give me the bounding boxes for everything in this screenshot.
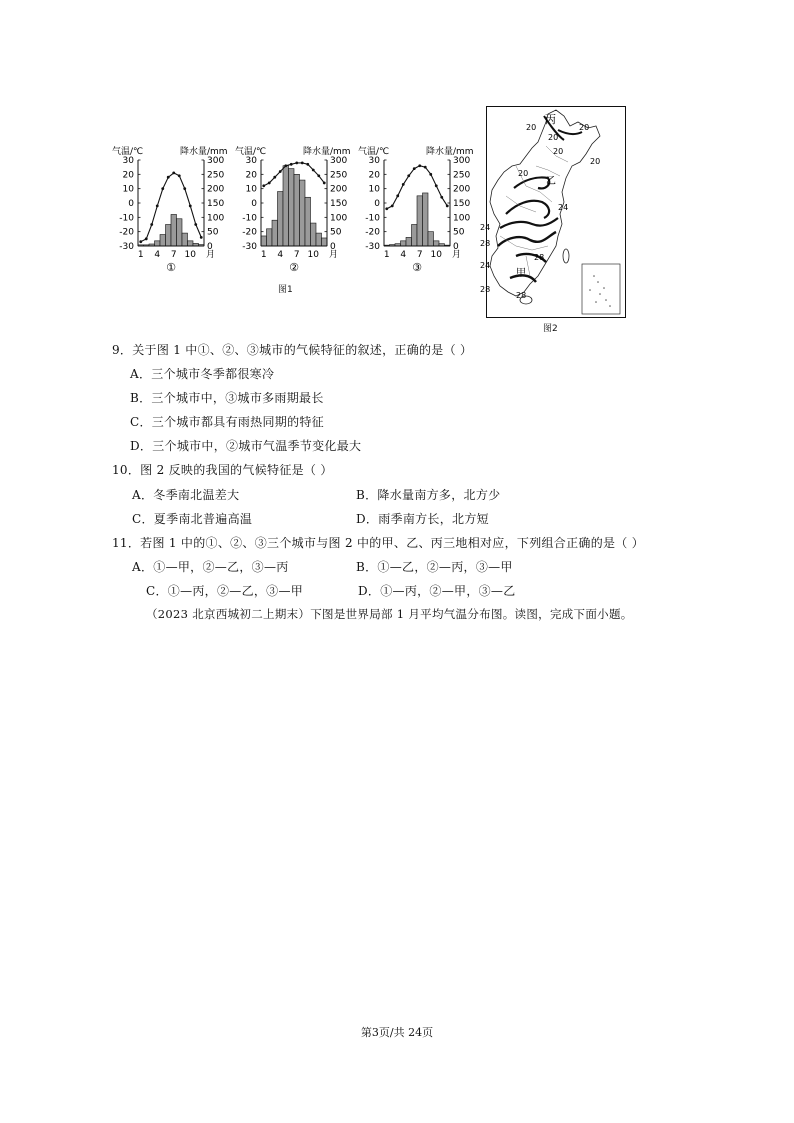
temperature-point	[418, 164, 421, 167]
map-isotherm-label: 28	[534, 253, 545, 262]
map-isotherm-label: 20	[553, 147, 564, 156]
y1-tick-label: 10	[368, 184, 380, 195]
temperature-point	[156, 204, 159, 207]
y2-tick-label: 250	[453, 170, 471, 181]
chart-label: ①	[166, 261, 176, 274]
chart-label: ③	[412, 261, 422, 274]
temperature-point	[268, 182, 271, 185]
temperature-point	[290, 163, 293, 166]
y2-tick-label: 250	[207, 170, 225, 181]
precipitation-bar	[289, 169, 295, 246]
temperature-point	[323, 182, 326, 185]
temperature-point	[139, 240, 142, 243]
x-tick-label: 1	[383, 250, 390, 260]
chart-label: ②	[289, 261, 299, 274]
y2-tick-label: 50	[207, 227, 219, 238]
temperature-point	[396, 194, 399, 197]
map-isotherm-label: 28	[480, 285, 491, 294]
x-axis-unit: 月	[329, 250, 339, 260]
y2-axis-title: 降水量/mm	[426, 147, 474, 157]
south-china-sea-inset	[582, 264, 620, 314]
y2-tick-label: 200	[453, 184, 471, 195]
y1-tick-label: 30	[122, 156, 134, 166]
map-label-bing: 丙	[545, 113, 556, 126]
temperature-point	[194, 223, 197, 226]
y2-tick-label: 100	[330, 213, 348, 224]
x-axis-unit: 月	[206, 250, 216, 260]
precipitation-bar	[305, 197, 311, 246]
figure-2-caption: 图2	[543, 324, 558, 334]
precipitation-bar	[166, 225, 172, 247]
y1-tick-label: -10	[119, 213, 134, 224]
precipitation-bar	[160, 235, 166, 246]
climate-chart-3	[358, 145, 474, 274]
question-10-stem: 10．图 2 反映的我国的气候特征是（ ）	[112, 463, 333, 477]
temperature-point	[391, 204, 394, 207]
x-tick-label: 1	[260, 250, 267, 260]
precipitation-bar	[316, 233, 322, 246]
y2-tick-label: 150	[330, 199, 348, 209]
x-axis-unit: 月	[452, 250, 462, 260]
x-tick-label: 7	[416, 250, 423, 260]
climate-chart-2	[235, 145, 351, 274]
y1-tick-label: 30	[368, 156, 380, 166]
y1-tick-label: -10	[242, 213, 257, 224]
temperature-point	[446, 204, 449, 207]
precipitation-bar	[182, 233, 188, 246]
question-11-option-c: C．①—丙，②—乙，③—甲	[146, 584, 304, 598]
temperature-point	[145, 237, 148, 240]
y2-tick-label: 50	[453, 227, 465, 238]
temperature-point	[262, 184, 265, 187]
temperature-point	[301, 161, 304, 164]
figure-1-caption: 图1	[278, 285, 293, 295]
temperature-point	[317, 174, 320, 177]
y2-tick-label: 0	[453, 242, 459, 252]
x-tick-label: 4	[400, 250, 407, 260]
y1-tick-label: 0	[374, 199, 380, 209]
precipitation-bar	[300, 180, 306, 246]
map-isotherm-label: 20	[579, 123, 590, 132]
section-intro: （2023 北京西城初二上期末）下图是世界局部 1 月平均气温分布图。读图，完成下面小题。	[146, 607, 633, 621]
temperature-point	[402, 183, 405, 186]
y2-tick-label: 200	[330, 184, 348, 195]
question-11-option-b: B．①—乙，②—丙，③—甲	[356, 560, 513, 574]
y2-tick-label: 50	[330, 227, 342, 238]
y1-tick-label: 10	[245, 184, 257, 195]
question-9-option-b: B．三个城市中，③城市多雨期最长	[130, 391, 324, 405]
x-tick-label: 7	[170, 250, 177, 260]
precipitation-bar	[322, 238, 328, 246]
map-isotherm-label: 24	[558, 203, 569, 212]
y1-tick-label: -20	[242, 227, 257, 238]
y2-tick-label: 300	[330, 156, 348, 166]
map-isotherm-label: 28	[480, 239, 491, 248]
temperature-point	[435, 184, 438, 187]
figure-1-climate-charts	[100, 140, 474, 295]
x-tick-label: 10	[307, 250, 319, 260]
y2-tick-label: 100	[453, 213, 471, 224]
precipitation-bar	[267, 229, 273, 246]
y2-tick-label: 200	[207, 184, 225, 195]
temperature-point	[284, 164, 287, 167]
temperature-point	[172, 172, 175, 175]
precipitation-bar	[294, 174, 300, 246]
y1-tick-label: 0	[128, 199, 134, 209]
question-9-stem: 9．关于图 1 中①、②、③城市的气候特征的叙述，正确的是（ ）	[112, 343, 473, 357]
map-isotherm-label: 20	[548, 133, 559, 142]
temperature-point	[407, 174, 410, 177]
map-label-jia: 甲	[516, 268, 526, 279]
precipitation-bar	[177, 219, 183, 246]
precipitation-bar	[188, 241, 194, 246]
y1-tick-label: -10	[365, 213, 380, 224]
map-isotherm-label: 28	[516, 291, 527, 300]
y2-tick-label: 150	[207, 199, 225, 209]
temperature-point	[279, 170, 282, 173]
temperature-point	[183, 187, 186, 190]
precipitation-bar	[434, 241, 440, 246]
x-tick-label: 10	[184, 250, 196, 260]
y2-tick-label: 0	[207, 242, 213, 252]
map-isotherm-label: 20	[590, 157, 601, 166]
temperature-point	[306, 163, 309, 166]
question-9-option-a: A．三个城市冬季都很寒冷	[130, 367, 275, 381]
temperature-point	[189, 204, 192, 207]
question-10-option-c: C．夏季南北普遍高温	[132, 512, 253, 526]
precipitation-bar	[155, 241, 161, 246]
map-isotherm-label: 20	[518, 169, 529, 178]
precipitation-bar	[428, 232, 434, 246]
y2-axis-title: 降水量/mm	[180, 147, 228, 157]
y2-tick-label: 0	[330, 242, 336, 252]
y1-tick-label: -20	[119, 227, 134, 238]
y2-axis-title: 降水量/mm	[303, 147, 351, 157]
precipitation-bar	[417, 196, 423, 246]
y2-tick-label: 100	[207, 213, 225, 224]
precipitation-bar	[423, 193, 429, 246]
temperature-point	[200, 236, 203, 239]
y2-tick-label: 300	[207, 156, 225, 166]
precipitation-bar	[261, 236, 267, 246]
y1-axis-title: 气温/℃	[112, 147, 144, 157]
precipitation-bar	[412, 225, 418, 247]
x-tick-label: 4	[154, 250, 161, 260]
temperature-point	[424, 166, 427, 169]
map-isotherm-label: 20	[526, 123, 537, 132]
y1-tick-label: 20	[245, 170, 257, 181]
precipitation-bar	[278, 192, 284, 246]
temperature-point	[440, 196, 443, 199]
page-footer: 第3页/共 24页	[360, 1026, 434, 1039]
question-11-option-d: D．①—丙，②—甲，③—乙	[358, 584, 516, 598]
climate-chart-1	[112, 145, 228, 274]
precipitation-bar	[406, 237, 412, 246]
temperature-point	[295, 161, 298, 164]
question-10-option-b: B．降水量南方多，北方少	[356, 488, 501, 502]
y1-tick-label: -30	[365, 242, 380, 252]
temperature-point	[429, 173, 432, 176]
map-label-yi: 乙	[546, 176, 556, 187]
precipitation-bar	[171, 214, 177, 246]
temperature-point	[312, 169, 315, 172]
x-tick-label: 4	[277, 250, 284, 260]
y1-axis-title: 气温/℃	[358, 147, 390, 157]
y1-tick-label: 30	[245, 156, 257, 166]
map-isotherm-label: 24	[480, 261, 491, 270]
y1-axis-title: 气温/℃	[235, 147, 267, 157]
precipitation-bar	[272, 220, 278, 246]
temperature-point	[178, 174, 181, 177]
question-11-option-a: A．①—甲，②—乙，③—丙	[132, 560, 289, 574]
x-tick-label: 1	[137, 250, 144, 260]
temperature-point	[161, 187, 164, 190]
x-tick-label: 10	[430, 250, 442, 260]
y2-tick-label: 300	[453, 156, 471, 166]
temperature-point	[150, 223, 153, 226]
y1-tick-label: 0	[251, 199, 257, 209]
precipitation-bar	[401, 241, 407, 246]
y1-tick-label: -20	[365, 227, 380, 238]
question-11-stem: 11．若图 1 中的①、②、③三个城市与图 2 中的甲、乙、丙三地相对应，下列组合正确的是（ ）	[112, 536, 645, 550]
question-10-option-a: A．冬季南北温差大	[132, 488, 240, 502]
temperature-point	[385, 207, 388, 210]
question-10-option-d: D．雨季南方长，北方短	[356, 512, 489, 526]
map-isotherm-label: 24	[480, 223, 491, 232]
temperature-point	[413, 167, 416, 170]
y2-tick-label: 250	[330, 170, 348, 181]
question-9-option-c: C．三个城市都具有雨热同期的特征	[130, 415, 324, 429]
temperature-point	[167, 176, 170, 179]
question-9-option-d: D．三个城市中，②城市气温季节变化最大	[130, 439, 362, 453]
x-tick-label: 7	[293, 250, 300, 260]
y1-tick-label: -30	[119, 242, 134, 252]
y1-tick-label: 10	[122, 184, 134, 195]
figure-2-map	[480, 106, 626, 318]
temperature-point	[273, 176, 276, 179]
y1-tick-label: -30	[242, 242, 257, 252]
y1-tick-label: 20	[122, 170, 134, 181]
precipitation-bar	[283, 166, 289, 246]
y1-tick-label: 20	[368, 170, 380, 181]
y2-tick-label: 150	[453, 199, 471, 209]
precipitation-bar	[311, 223, 317, 246]
